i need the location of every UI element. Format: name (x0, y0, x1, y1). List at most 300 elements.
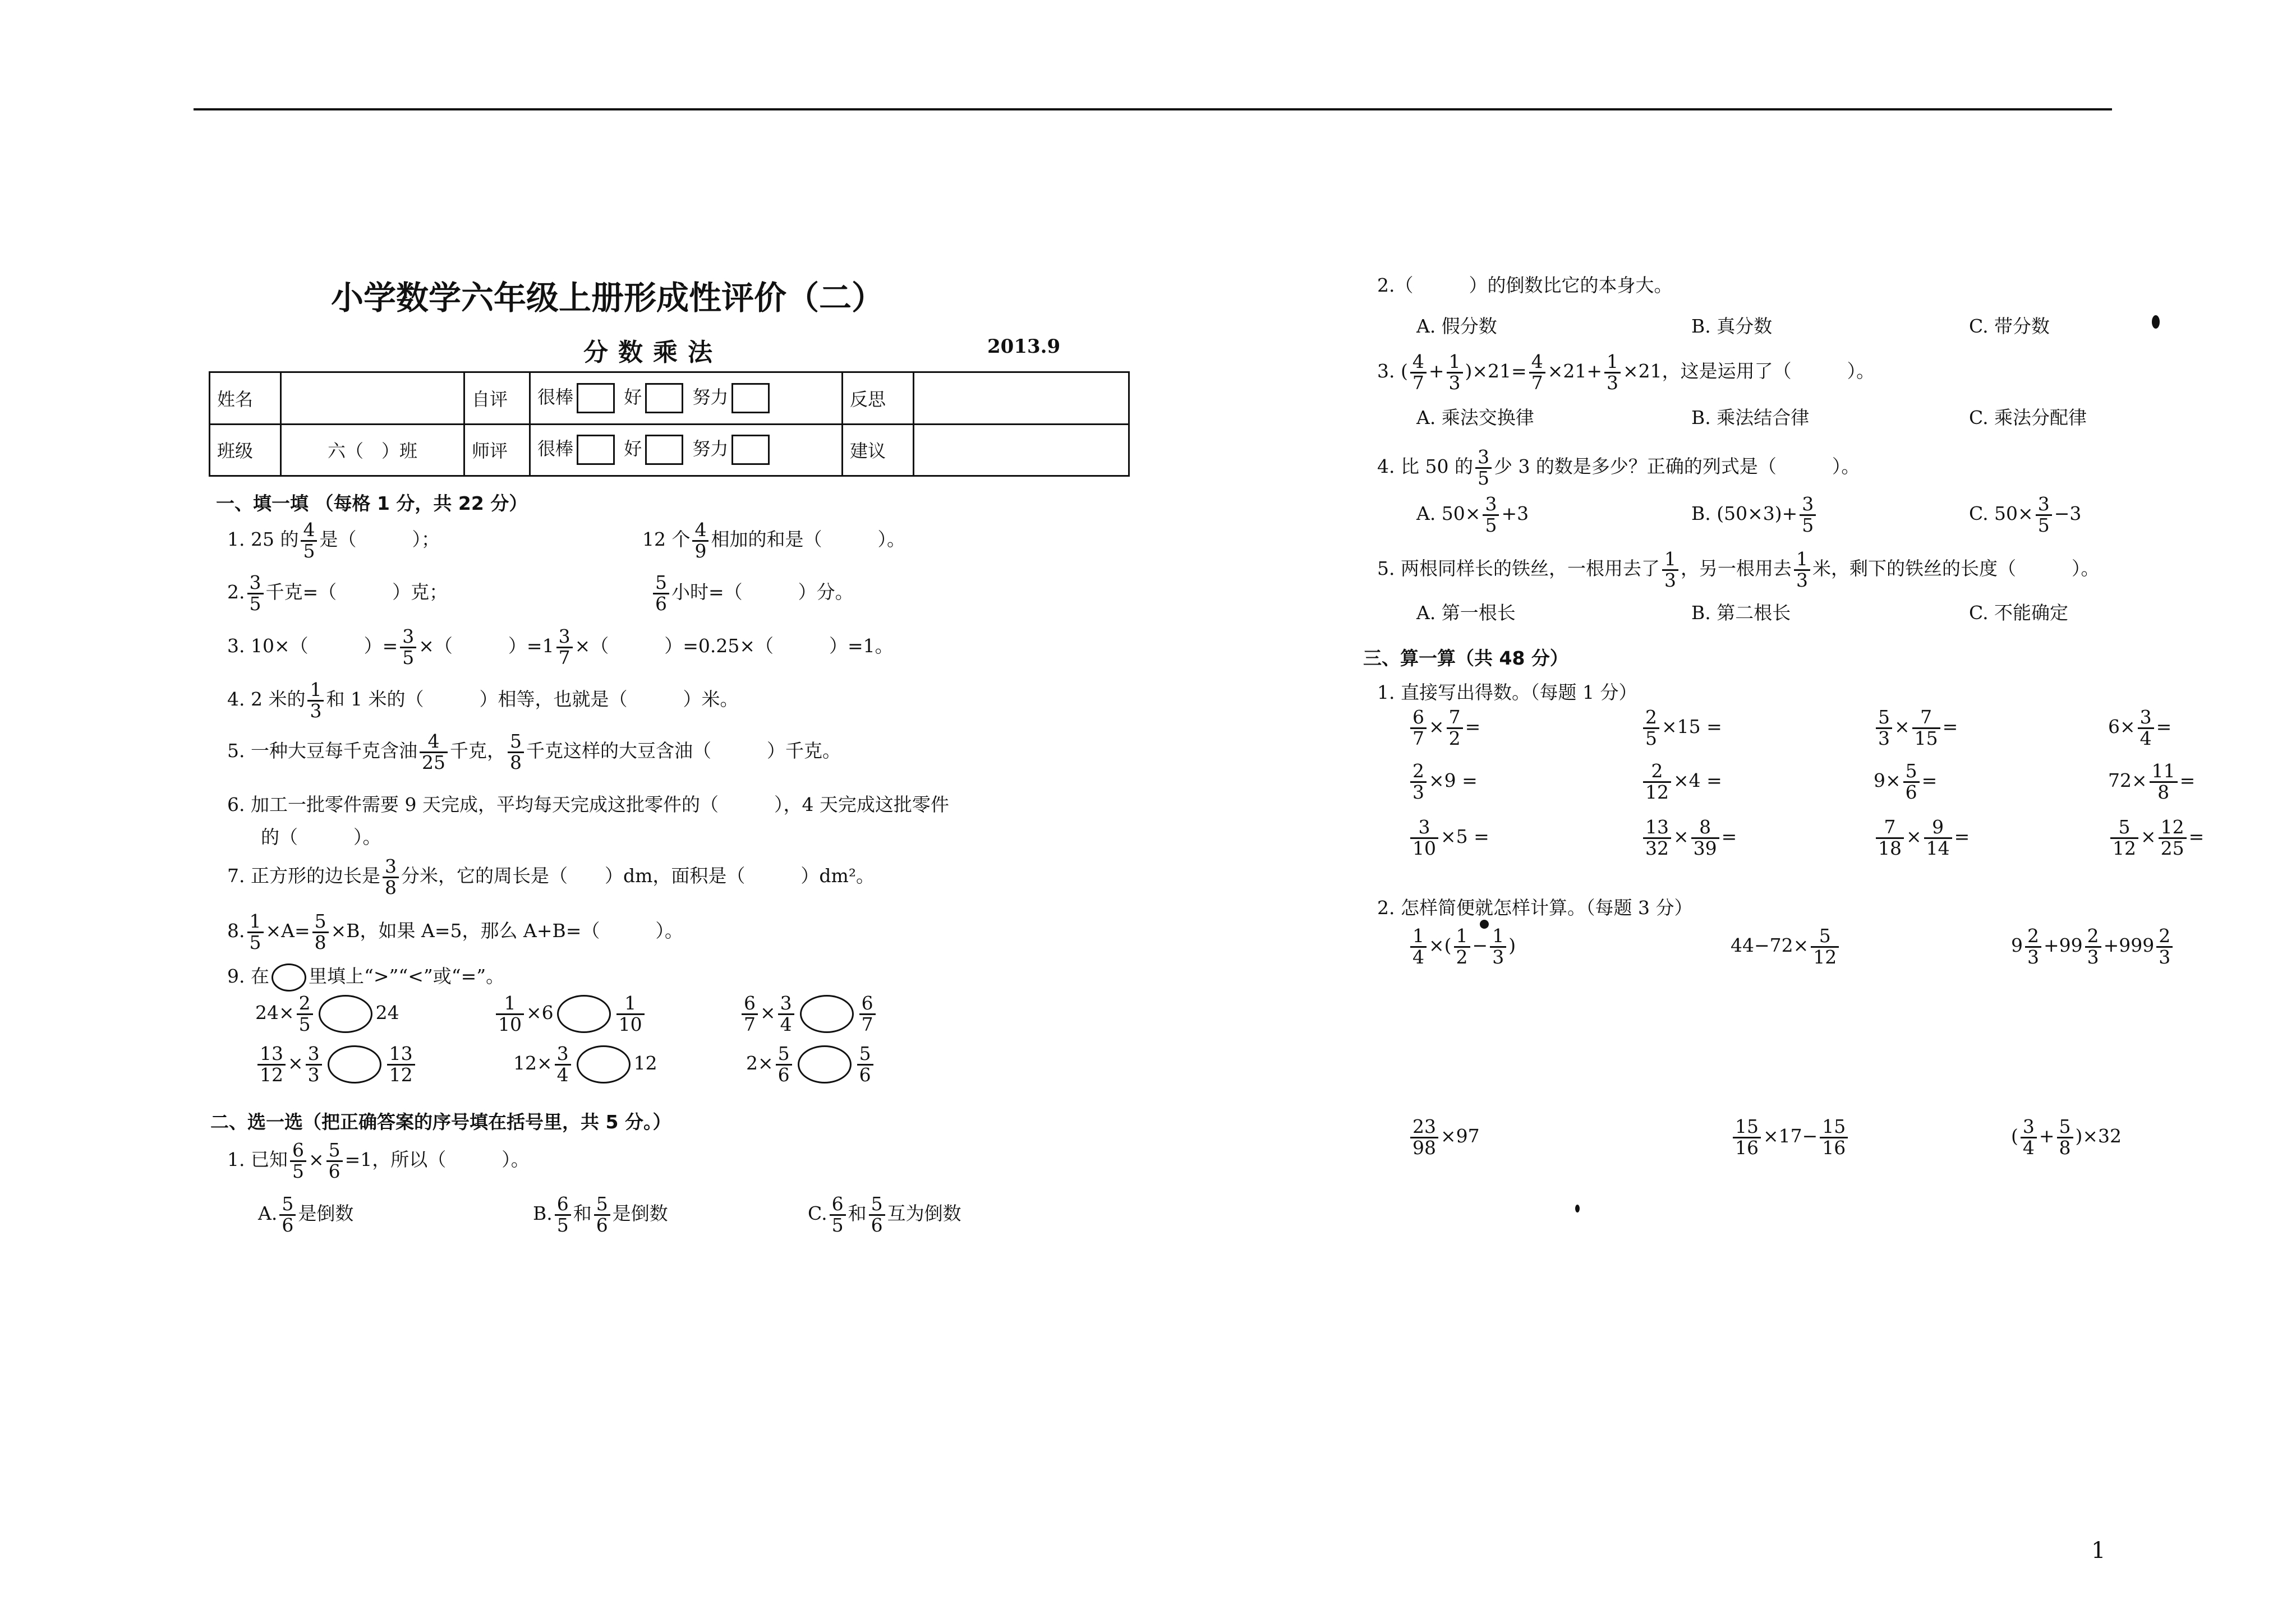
operator: × (1429, 716, 1444, 738)
self-eval-label: 自评 (464, 372, 530, 425)
simp-text: 44−72× (1731, 934, 1809, 957)
student-info-table (209, 371, 1130, 477)
date-label: 2013.9 (987, 335, 1061, 358)
calc-tail: = (2156, 716, 2172, 738)
numerator: 6 (830, 1195, 846, 1216)
denominator: 5 (556, 1214, 569, 1236)
s2-q2-option-c[interactable]: C. 带分数 (1969, 315, 2050, 337)
compare-4 (255, 1044, 417, 1085)
numerator: 4 (1529, 352, 1545, 374)
q4 (227, 680, 738, 721)
fraction (496, 994, 524, 1034)
s2-q2-option-b[interactable]: B. 真分数 (1691, 315, 1773, 337)
effort-label: 努力 (692, 438, 729, 460)
fraction (1820, 1117, 1848, 1158)
fraction (2085, 926, 2101, 967)
calc-9 (1408, 818, 1489, 858)
answer-circle[interactable] (798, 1045, 852, 1083)
numerator: 23 (1410, 1117, 1438, 1138)
good-label: 好 (624, 386, 642, 408)
numerator: 11 (2150, 762, 2178, 783)
denominator: 6 (859, 1063, 871, 1086)
numerator: 7 (1876, 818, 1904, 839)
simp-text: ) (1508, 934, 1516, 957)
denominator: 8 (2059, 1136, 2071, 1159)
section3-sub2: 2. 怎样简便就怎样计算。（每题 3 分） (1377, 897, 1693, 919)
denominator: 6 (282, 1214, 294, 1236)
fraction (1800, 495, 1816, 535)
q2b (651, 573, 854, 614)
numerator: 5 (1811, 926, 1839, 948)
q8 (227, 912, 683, 952)
denominator: 6 (871, 1214, 883, 1236)
simp-text: ( (2011, 1125, 2018, 1147)
fraction (1811, 926, 1839, 967)
numerator: 6 (555, 1195, 571, 1216)
teacher-eval-options (530, 424, 843, 476)
fraction (306, 1044, 322, 1085)
compare-6 (746, 1044, 876, 1085)
fraction (2057, 1117, 2073, 1158)
numerator: 4 (692, 520, 708, 542)
fraction (2138, 708, 2154, 748)
operator: × (2141, 826, 2156, 848)
fraction (1475, 448, 1492, 488)
numerator: 6 (290, 1141, 306, 1162)
numerator: 1 (496, 994, 524, 1015)
denominator: 4 (1412, 946, 1424, 968)
s2-q4 (1377, 448, 1860, 488)
fraction (1643, 708, 1659, 748)
fraction (1483, 495, 1499, 535)
numerator: 1 (1410, 926, 1427, 948)
q1a (227, 520, 440, 561)
numerator: 15 (1820, 1117, 1848, 1138)
calc-5 (1408, 762, 1478, 802)
s2-q3-option-b[interactable]: B. 乘法结合律 (1691, 407, 1810, 428)
fraction (1912, 708, 1940, 748)
numerator: 15 (1733, 1117, 1761, 1138)
q7-text-a: 7. 正方形的边长是 (227, 865, 380, 887)
section2-heading: 二、选一选（把正确答案的序号填在括号里，共 5 分。） (210, 1111, 671, 1133)
simp-text: ×17− (1763, 1125, 1818, 1147)
fraction (1691, 818, 1719, 858)
numerator: 3 (400, 627, 416, 648)
option-text: B. (50×3)+ (1691, 502, 1798, 525)
numerator: 5 (508, 732, 524, 753)
denominator: 5 (2037, 514, 2050, 536)
calc-tail: = (1721, 826, 1737, 848)
numerator: 3 (778, 994, 794, 1015)
compare-3 (739, 994, 878, 1034)
fraction (1410, 1117, 1438, 1158)
numerator: 3 (247, 573, 264, 594)
fraction (420, 732, 448, 772)
good-label: 好 (624, 438, 642, 460)
calc-pre: 9× (1874, 769, 1901, 792)
numerator: 2 (1410, 762, 1427, 783)
numerator: 3 (1410, 818, 1438, 839)
s2-q1-option-c[interactable] (808, 1195, 961, 1235)
s2-q4-option-b[interactable] (1691, 495, 1818, 535)
great-checkbox[interactable] (577, 435, 615, 465)
answer-circle[interactable] (800, 995, 854, 1033)
fraction (1410, 762, 1427, 802)
fraction (1733, 1117, 1761, 1158)
page-title: 小学数学六年级上册形成性评价（二） (331, 279, 885, 317)
fraction (556, 627, 573, 667)
numerator: 5 (2057, 1117, 2073, 1138)
s2q1-text-b: =1，所以（ ）。 (344, 1149, 530, 1171)
numerator: 13 (1643, 818, 1671, 839)
option-text: 互为倒数 (887, 1202, 961, 1225)
s2-q2-option-a[interactable]: A. 假分数 (1416, 315, 1497, 337)
numerator: 1 (1447, 352, 1463, 374)
s2-q4-option-c[interactable] (1969, 495, 2081, 535)
denominator: 5 (1645, 727, 1657, 749)
calc-2 (1641, 708, 1722, 748)
denominator: 16 (1735, 1136, 1759, 1159)
top-rule (194, 108, 2112, 110)
fraction (742, 994, 758, 1034)
fraction (2021, 1117, 2037, 1158)
s2-q5 (1377, 550, 2099, 590)
s2q5-text: ，另一根用去 (1680, 557, 1792, 580)
calc-8 (2108, 762, 2195, 802)
q8-text-a: 8. (227, 920, 245, 942)
name-field[interactable] (281, 372, 464, 425)
denominator: 6 (596, 1214, 608, 1236)
fraction (1876, 818, 1904, 858)
whole-number: 9 (2011, 934, 2023, 957)
denominator: 25 (421, 751, 445, 773)
s2-q1 (227, 1141, 530, 1181)
fraction (1410, 926, 1427, 967)
denominator: 5 (402, 646, 415, 668)
denominator: 25 (2160, 837, 2184, 859)
denominator: 5 (298, 1013, 311, 1035)
s2q3-text: 3. ( (1377, 360, 1408, 382)
calc-tail: = (2188, 826, 2205, 848)
numerator: 4 (420, 732, 448, 753)
fraction (1903, 762, 1920, 802)
numerator: 1 (616, 994, 645, 1015)
denominator: 10 (498, 1013, 522, 1035)
section3-heading: 三、算一算（共 48 分） (1363, 647, 1568, 669)
simp-text: )×32 (2075, 1125, 2122, 1147)
answer-circle[interactable] (272, 963, 306, 992)
option-letter: B. (533, 1202, 553, 1225)
fraction (1410, 708, 1427, 748)
option-text: 和 (848, 1202, 867, 1225)
numerator: 5 (857, 1044, 873, 1066)
denominator: 12 (260, 1063, 283, 1086)
numerator: 5 (1876, 708, 1892, 729)
denominator: 6 (328, 1160, 341, 1182)
operator: × (288, 1052, 303, 1075)
denominator: 8 (509, 751, 522, 773)
s2-q5-option-a[interactable]: A. 第一根长 (1416, 602, 1516, 624)
denominator: 3 (1412, 781, 1424, 803)
numerator: 3 (1475, 448, 1492, 469)
fraction (247, 912, 264, 952)
s2-q3-option-c[interactable]: C. 乘法分配律 (1969, 407, 2087, 428)
denominator: 12 (1645, 781, 1669, 803)
fraction (247, 573, 264, 614)
denominator: 3 (2087, 946, 2099, 968)
fraction (297, 994, 313, 1034)
class-value[interactable]: 六（ ）班 (281, 424, 464, 476)
option-text: 和 (573, 1202, 592, 1225)
answer-circle[interactable] (328, 1045, 381, 1083)
option-text: A. 50× (1416, 502, 1481, 525)
fraction (1604, 352, 1621, 393)
numerator: 7 (1447, 708, 1463, 729)
q4-text-b: 和 1 米的（ ）相等，也就是（ ）米。 (326, 688, 739, 711)
simp-f (2011, 1117, 2122, 1158)
denominator: 2 (1456, 946, 1468, 968)
s2q5-text: 5. 两根同样长的铁丝，一根用去了 (1377, 557, 1660, 580)
numerator: 1 (1662, 550, 1678, 571)
s2-q1-option-a[interactable] (258, 1195, 353, 1235)
numerator: 1 (1794, 550, 1810, 571)
denominator: 3 (1878, 727, 1890, 749)
fraction (1794, 550, 1810, 590)
cmp-text: 2× (746, 1052, 774, 1075)
class-label: 班级 (210, 424, 281, 476)
numerator: 13 (257, 1044, 286, 1066)
great-checkbox[interactable] (577, 383, 615, 413)
suggest-label: 建议 (843, 424, 914, 476)
fraction (2025, 926, 2041, 967)
numerator: 5 (326, 1141, 343, 1162)
fraction (1447, 352, 1463, 393)
simp-text: ×( (1429, 934, 1452, 957)
fraction (383, 857, 399, 897)
great-label: 很棒 (537, 386, 574, 408)
reflect-field[interactable] (914, 372, 1129, 425)
fraction (859, 994, 876, 1034)
fraction (869, 1195, 885, 1235)
calc-pre: 72× (2108, 769, 2147, 792)
numerator: 3 (556, 627, 573, 648)
s2q1-text-a: 1. 已知 (227, 1149, 288, 1171)
teacher-eval-label: 师评 (464, 424, 530, 476)
numerator: 2 (2156, 926, 2173, 948)
denominator: 3 (1606, 371, 1618, 394)
self-eval-options (530, 372, 843, 425)
calc-tail: ×9 = (1429, 769, 1478, 792)
fraction (830, 1195, 846, 1235)
fraction (555, 1195, 571, 1235)
numerator: 1 (1454, 926, 1470, 948)
q1b-text: 12 个 (642, 528, 691, 551)
option-text: +3 (1501, 502, 1529, 525)
numerator: 1 (307, 680, 324, 702)
fraction (1529, 352, 1545, 393)
operator: + (2039, 1125, 2055, 1147)
numerator: 5 (776, 1044, 792, 1066)
fraction (387, 1044, 415, 1085)
option-text: C. 50× (1969, 502, 2033, 525)
compare-2 (494, 994, 647, 1034)
calc-pre: 6× (2108, 716, 2136, 738)
operator: + (1428, 360, 1444, 382)
numerator: 5 (279, 1195, 296, 1216)
q9-text-a: 9. 在 (227, 965, 269, 987)
denominator: 5 (831, 1214, 844, 1236)
simp-text: ×97 (1441, 1125, 1480, 1147)
fraction (776, 1044, 792, 1085)
numerator: 12 (2159, 818, 2187, 839)
fraction (2156, 926, 2173, 967)
s2-q5-option-c[interactable]: C. 不能确定 (1969, 602, 2069, 624)
numerator: 2 (1643, 708, 1659, 729)
q1a-text-post: 是（ ）； (319, 528, 440, 551)
fraction (257, 1044, 286, 1085)
fraction (857, 1044, 873, 1085)
fraction (594, 1195, 610, 1235)
fraction (1876, 708, 1892, 748)
answer-circle[interactable] (319, 995, 372, 1033)
denominator: 7 (1531, 371, 1543, 394)
cmp-right: 24 (375, 1002, 399, 1024)
name-label: 姓名 (210, 372, 281, 425)
q8-text-b: ×A= (265, 920, 310, 942)
q7-text-b: 分米，它的周长是（ ）dm，面积是（ ）dm²。 (401, 865, 875, 887)
numerator: 5 (2110, 818, 2138, 839)
q3-text-a: 3. 10×（ ）= (227, 635, 398, 657)
denominator: 4 (2022, 1136, 2035, 1159)
ink-mark (1575, 1205, 1580, 1212)
fraction (1643, 818, 1671, 858)
cmp-right: 12 (633, 1052, 657, 1075)
numerator: 9 (1924, 818, 1952, 839)
operator: × (1894, 716, 1910, 738)
fraction (2110, 818, 2138, 858)
q2a (227, 573, 448, 614)
option-text: 是倒数 (612, 1202, 668, 1225)
calc-tail: ×15 = (1662, 716, 1722, 738)
calc-tail: = (2179, 769, 2196, 792)
denominator: 7 (1412, 727, 1424, 749)
fraction (555, 1044, 571, 1085)
denominator: 3 (1448, 371, 1461, 394)
denominator: 14 (1926, 837, 1950, 859)
q2a-text-post: 千克=（ ）克； (265, 581, 448, 603)
fraction (1643, 762, 1671, 802)
s2-q2: 2.（ ）的倒数比它的本身大。 (1377, 274, 1673, 296)
s2-q1-option-b[interactable] (533, 1195, 668, 1235)
q2a-text: 2. (227, 581, 245, 603)
page-number: 1 (2091, 1538, 2106, 1564)
fraction (1410, 818, 1438, 858)
simp-e (1731, 1117, 1850, 1158)
numerator: 3 (383, 857, 399, 878)
q3 (227, 627, 894, 667)
calc-1 (1408, 708, 1480, 748)
suggest-field[interactable] (914, 424, 1129, 476)
effort-checkbox[interactable] (731, 383, 770, 413)
section1-heading: 一、填一填 （每格 1 分，共 22 分） (216, 492, 528, 514)
numerator: 5 (653, 573, 669, 594)
denominator: 6 (777, 1063, 790, 1086)
section3-sub1: 1. 直接写出得数。（每题 1 分） (1377, 681, 1637, 703)
denominator: 32 (1645, 837, 1669, 859)
denominator: 12 (389, 1063, 413, 1086)
s2-q4-option-a[interactable] (1416, 495, 1529, 535)
calc-tail: ×4 = (1673, 769, 1722, 792)
denominator: 98 (1412, 1136, 1436, 1159)
operator: − (1472, 934, 1488, 957)
denominator: 5 (249, 931, 261, 953)
numerator: 3 (2036, 495, 2052, 516)
numerator: 6 (1410, 708, 1427, 729)
s2-q5-option-b[interactable]: B. 第二根长 (1691, 602, 1791, 624)
q9 (227, 963, 504, 992)
effort-label: 努力 (692, 386, 729, 408)
fraction (400, 627, 416, 667)
q2b-text-post: 小时=（ ）分。 (671, 581, 854, 603)
operator: × (760, 1002, 776, 1024)
fraction (1454, 926, 1470, 967)
numerator: 3 (1800, 495, 1816, 516)
calc-3 (1874, 708, 1958, 748)
denominator: 15 (1914, 727, 1938, 749)
numerator: 13 (387, 1044, 415, 1066)
s2q5-text: 米，剩下的铁丝的长度（ ）。 (1812, 557, 2100, 580)
denominator: 3 (1492, 946, 1504, 968)
effort-checkbox[interactable] (731, 435, 770, 465)
compare-1 (255, 994, 399, 1034)
answer-circle[interactable] (557, 995, 611, 1033)
s2q4-text: 少 3 的数是多少？正确的列式是（ ）。 (1493, 455, 1860, 478)
answer-circle[interactable] (577, 1045, 631, 1083)
option-text: 是倒数 (298, 1202, 354, 1225)
denominator: 7 (1412, 371, 1424, 394)
numerator: 4 (301, 520, 317, 542)
s2q3-text: ×21+ (1547, 360, 1602, 382)
cmp-text: 12× (513, 1052, 553, 1075)
denominator: 5 (1485, 514, 1497, 536)
numerator: 6 (859, 994, 876, 1015)
fraction (279, 1195, 296, 1235)
denominator: 4 (556, 1063, 569, 1086)
fraction (2150, 762, 2178, 802)
numerator: 2 (2085, 926, 2101, 948)
q3-text-c: ×（ ）=0.25×（ ）=1。 (574, 635, 894, 657)
page-subtitle: 分数乘法 (583, 338, 723, 367)
calc-tail: = (1954, 826, 1970, 848)
q3-text-b: ×（ ）=1 (418, 635, 554, 657)
numerator: 5 (1903, 762, 1920, 783)
simp-text: +999 (2103, 934, 2155, 957)
q8-text-c: ×B，如果 A=5，那么 A+B=（ ）。 (330, 920, 683, 942)
s2q4-text: 4. 比 50 的 (1377, 455, 1473, 478)
denominator: 12 (2113, 837, 2136, 859)
operator: × (308, 1149, 324, 1171)
compare-5 (513, 1044, 657, 1085)
good-checkbox[interactable] (645, 435, 683, 465)
option-text: −3 (2054, 502, 2082, 525)
simp-c (2011, 926, 2175, 967)
ink-mark (2152, 315, 2160, 329)
fraction (653, 573, 669, 614)
denominator: 8 (314, 931, 326, 953)
denominator: 3 (307, 1063, 320, 1086)
good-checkbox[interactable] (645, 383, 683, 413)
s2-q3-option-a[interactable]: A. 乘法交换律 (1416, 407, 1534, 428)
